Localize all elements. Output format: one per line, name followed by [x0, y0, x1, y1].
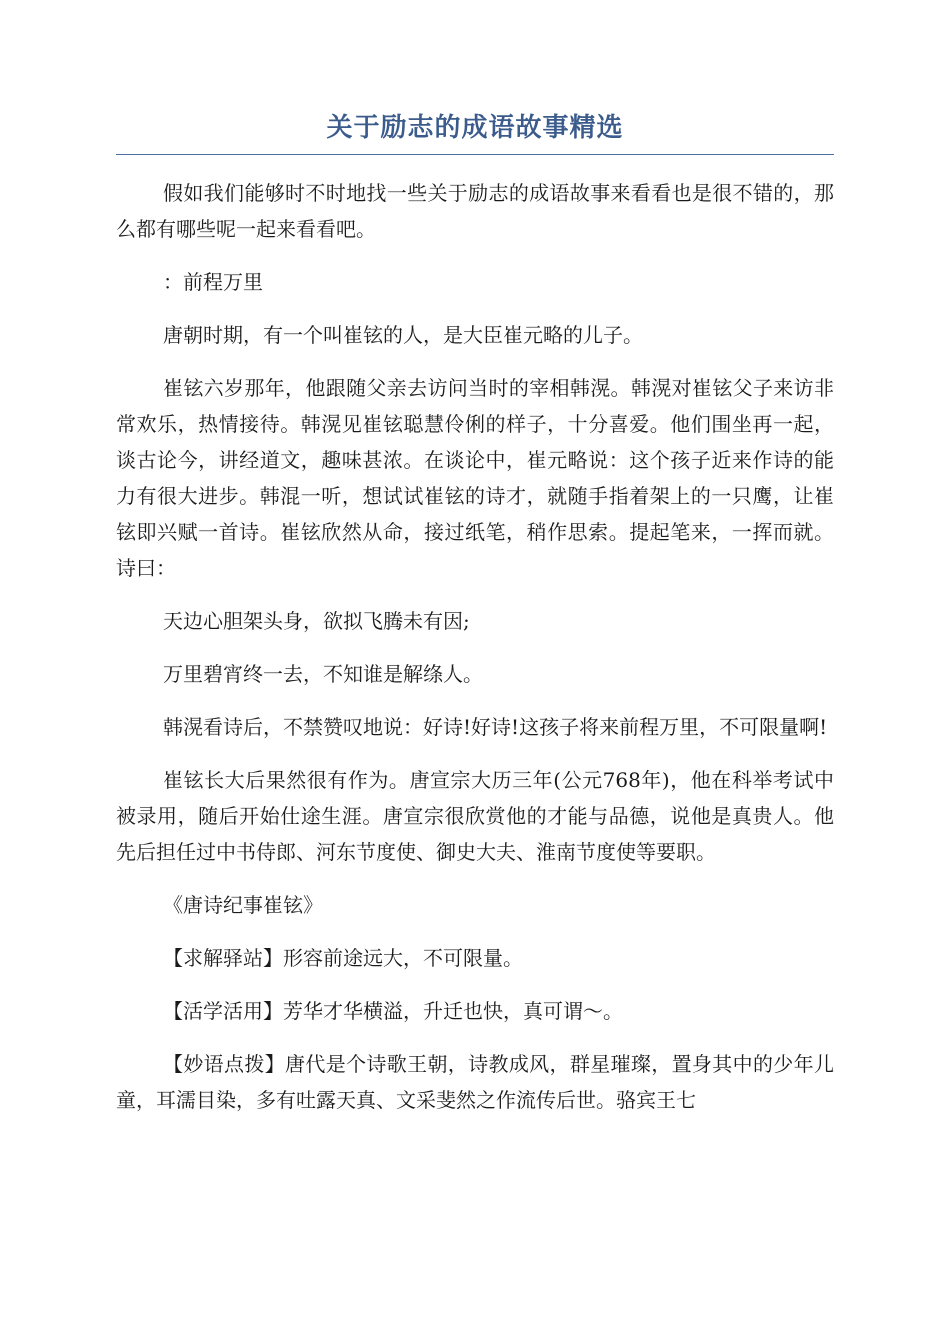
commentary-paragraph: 【妙语点拨】唐代是个诗歌王朝，诗教成风，群星璀璨，置身其中的少年儿童，耳濡目染，多有吐露天真、文采斐然之作流传后世。骆宾王七	[116, 1052, 834, 1112]
title-underline	[116, 154, 834, 155]
paragraph: 唐朝时期，有一个叫崔铉的人，是大臣崔元略的儿子。	[163, 323, 643, 347]
paragraph: 韩滉看诗后，不禁赞叹地说：好诗!好诗!这孩子将来前程万里，不可限量啊!	[163, 715, 828, 739]
paragraph-heading: ：前程万里	[163, 270, 263, 294]
document-title: 关于励志的成语故事精选	[326, 113, 624, 143]
definition-paragraph: 【求解驿站】形容前途远大，不可限量。	[163, 946, 523, 970]
paragraph: 崔铉长大后果然很有作为。唐宣宗大历三年(公元768年)，他在科举考试中被录用，随后开始仕途生涯。唐宣宗很欣赏他的才能与品德，说他是真贵人。他先后担任过中书侍郎、河东节度使、御史大夫、淮南节度使等要职。	[116, 768, 834, 864]
paragraph: 崔铉六岁那年，他跟随父亲去访问当时的宰相韩滉。韩滉对崔铉父子来访非常欢乐，热情接待。韩滉见崔铉聪慧伶俐的样子，十分喜爱。他们围坐再一起，谈古论今，讲经道文，趣味甚浓。在谈论中，崔元略说：这个孩子近来作诗的能力有很大进步。韩混一听，想试试崔铉的诗才，就随手指着架上的一只鹰，让崔铉即兴赋一首诗。崔铉欣然从命，接过纸笔，稍作思索。提起笔来，一挥而就。诗曰：	[116, 376, 834, 580]
poem-line: 天边心胆架头身，欲拟飞腾未有因;	[163, 609, 470, 633]
paragraph-intro: 假如我们能够时不时地找一些关于励志的成语故事来看看也是很不错的，那么都有哪些呢一起来看看吧。	[116, 181, 834, 241]
poem-line: 万里碧宵终一去，不知谁是解绦人。	[163, 662, 483, 686]
usage-paragraph: 【活学活用】芳华才华横溢，升迁也快，真可谓～。	[163, 999, 623, 1023]
document-page	[116, 108, 834, 1135]
source-citation: 《唐诗纪事崔铉》	[163, 893, 323, 917]
